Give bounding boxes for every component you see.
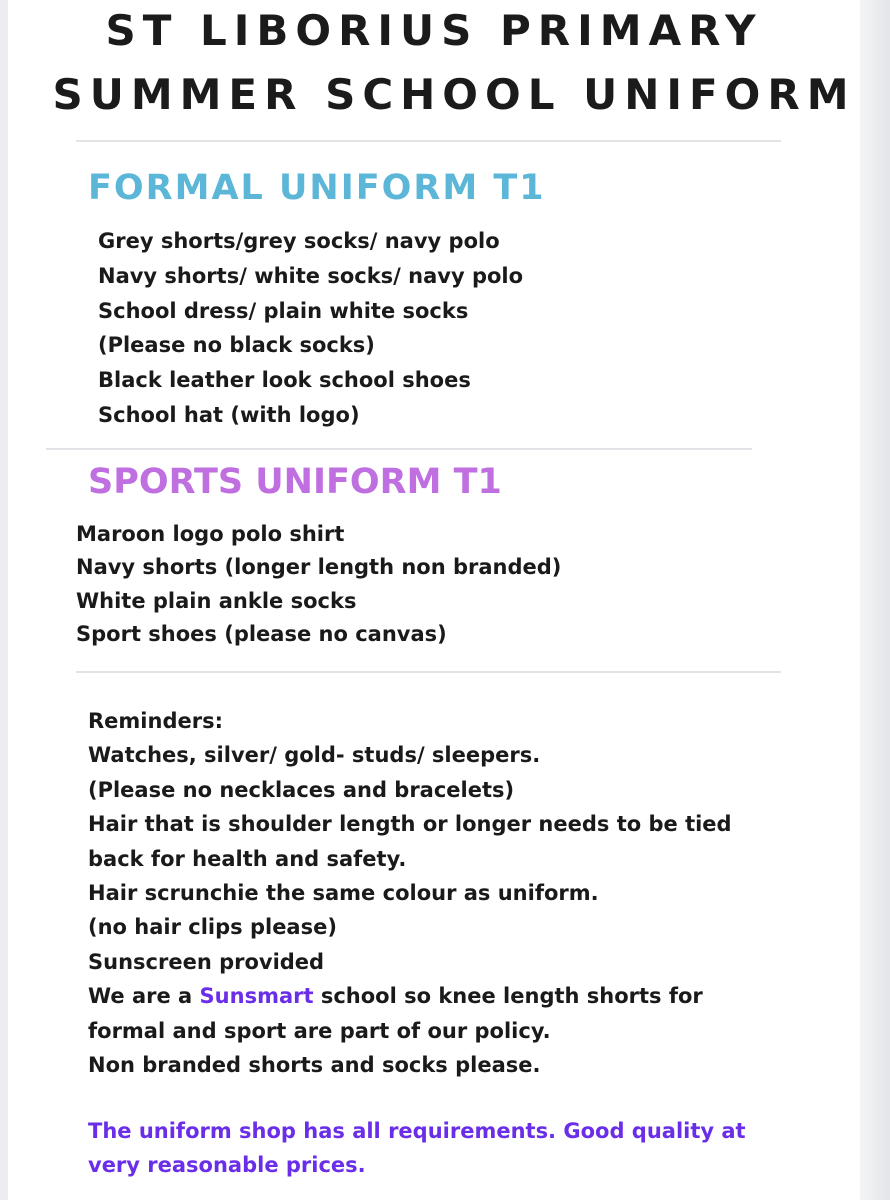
sunsmart-line: [88, 979, 732, 1013]
list-item: Sunscreen provided: [88, 949, 325, 974]
list-item: formal and sport are part of our policy.: [88, 1018, 551, 1043]
formal-uniform-list: [98, 224, 523, 433]
closing-line: The uniform shop has all requirements. Good quality at: [88, 1119, 746, 1143]
list-item: (Please no necklaces and bracelets): [88, 777, 515, 802]
divider-top: [76, 140, 781, 142]
reminders-heading: Reminders:: [88, 709, 223, 733]
sports-uniform-list: [76, 518, 561, 651]
sunsmart-link[interactable]: Sunsmart: [199, 984, 314, 1009]
list-item: Navy shorts/ white socks/ navy polo: [98, 263, 524, 288]
list-item: Maroon logo polo shirt: [76, 522, 345, 546]
list-item: (no hair clips please): [88, 915, 337, 940]
list-item: Grey shorts/grey socks/ navy polo: [98, 229, 500, 253]
list-item: School hat (with logo): [98, 402, 360, 427]
list-item: Watches, silver/ gold- studs/ sleepers.: [88, 743, 541, 768]
page-edge-shadow: [860, 0, 890, 1200]
uniform-shop-note: [88, 1114, 746, 1183]
list-item: Navy shorts (longer length non branded): [76, 555, 562, 580]
sunsmart-prefix: We are a: [88, 984, 200, 1009]
divider-middle: [46, 448, 752, 450]
list-item: (Please no black socks): [98, 333, 375, 358]
list-item: Hair that is shoulder length or longer needs to be tied: [88, 812, 732, 837]
list-item: School dress/ plain white socks: [98, 298, 469, 323]
closing-line: very reasonable prices.: [88, 1153, 366, 1178]
sports-uniform-heading: SPORTS UNIFORM T1: [88, 462, 502, 502]
list-item: Sport shoes (please no canvas): [76, 621, 447, 646]
divider-bottom: [76, 671, 781, 673]
list-item: Non branded shorts and socks please.: [88, 1053, 541, 1078]
title-school-name: ST LIBORIUS PRIMARY: [105, 6, 763, 55]
uniform-page: [8, 0, 860, 1200]
reminders-section: [88, 704, 732, 1082]
sunsmart-suffix: school so knee length shorts for: [313, 984, 703, 1009]
formal-uniform-heading: FORMAL UNIFORM T1: [88, 168, 546, 208]
list-item: Black leather look school shoes: [98, 368, 471, 393]
list-item: Hair scrunchie the same colour as uniform.: [88, 881, 599, 906]
list-item: White plain ankle socks: [76, 588, 357, 613]
title-summer-uniform: SUMMER SCHOOL UNIFORM: [52, 70, 856, 119]
list-item: back for health and safety.: [88, 846, 407, 871]
reminders-list: [88, 738, 732, 1082]
